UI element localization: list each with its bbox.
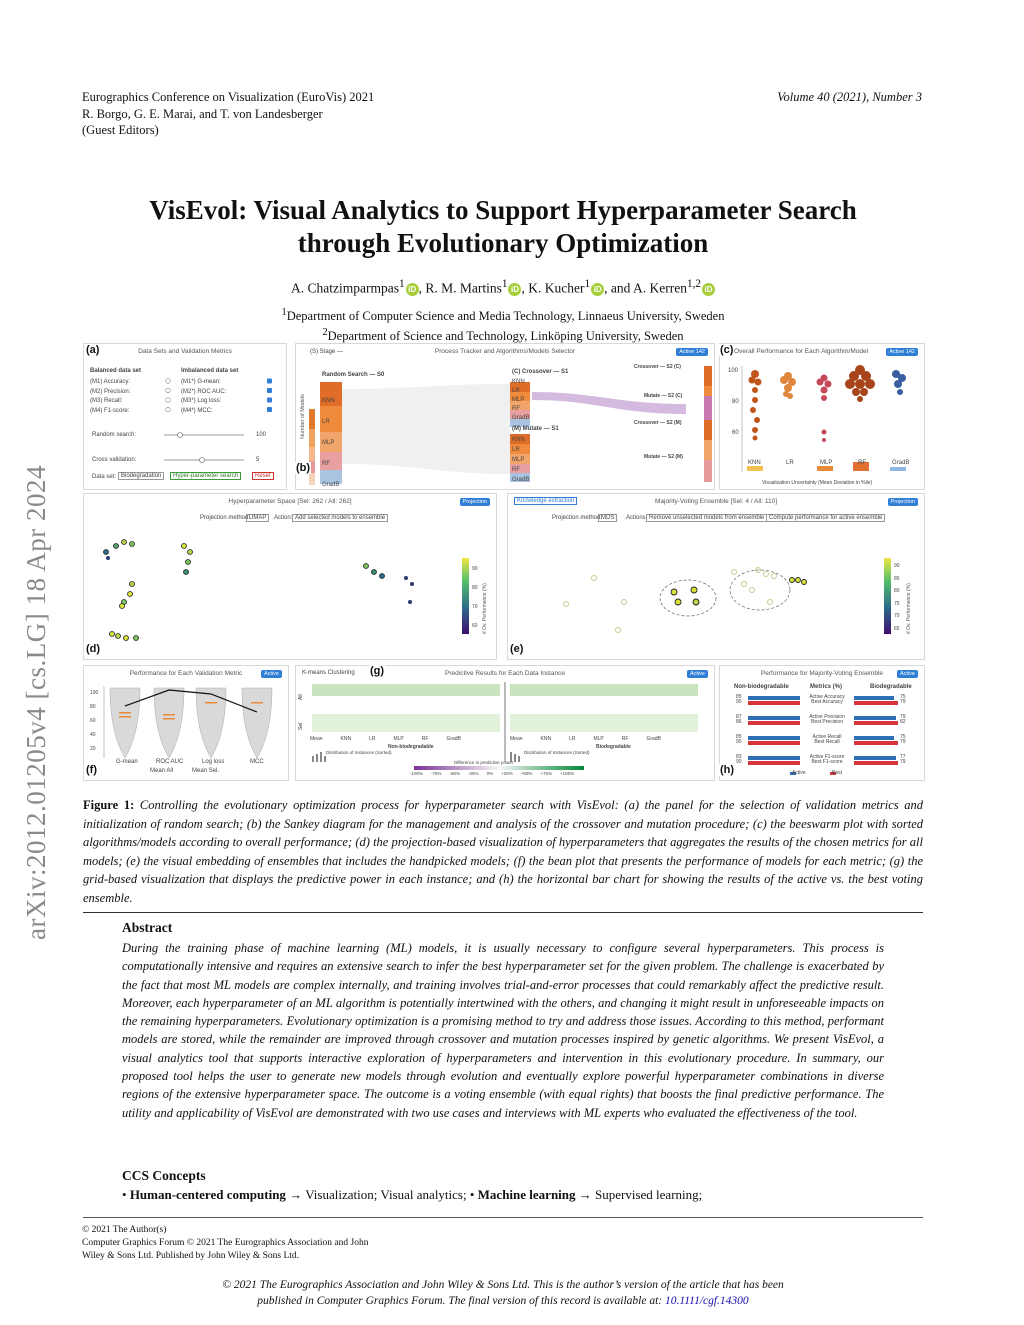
x-tick: MCC	[250, 759, 264, 765]
ccs-concept-1: Human-centered computing	[129, 1187, 286, 1202]
panel-c-title: Overall Performance for Each Algorithm/Model	[734, 348, 869, 355]
col-label: LR	[569, 736, 576, 742]
author-name: K. Kucher	[528, 280, 585, 296]
row1-left-values	[736, 695, 742, 705]
algo-lr: LR	[322, 419, 330, 425]
beeswarm-gradb	[892, 370, 906, 395]
panel-d-title: Hyperparameter Space [Sel: 262 / All: 262]	[228, 498, 352, 505]
active-badge[interactable]: Active	[687, 670, 708, 678]
panel-e-title: Majority-Voting Ensemble [Sel: 4 / All: 110]	[655, 498, 777, 505]
abstract-text: During the training phase of machine learning (ML) models, it is usually necessary to configure several hyperparameters. This process is computationally intensive and requires an extensive search to infer the best hyperparameter set for the given problem. The challenge is exacerbated by the fact that most ML models are complex internally, and training involves trial-and-error processes that could remarkably affect the predictive result. Moreover, each hyperparameter of an ML algorithm is potentially intertwined with the others, and changing it might result in unforeseeable impacts on the remaining hyperparameters. Evolutionary optimization is a promising method to try and address those issues. According to this method, performant models are stored, while the remainder are improved through crossover and mutation processes inspired by genetic algorithms. We present VisEvol, a visual analytics tool that supports interactive exploration of hyperparameters and intervention in this evolutionary procedure. In summary, our proposed tool helps the user to generate new models through evolution and eventually explore powerful hyperparameter combinations in diverse regions of the extensive hyperparameter space. The outcome is a voting ensemble (with equal rights) that boosts the final predictive performance. The utility and applicability of VisEvol are demonstrated with two use cases and interviews with ML experts who evaluated the effectiveness of the tool.	[122, 941, 884, 1120]
beeswarm-lr	[780, 372, 796, 399]
diff-tick: 0%	[486, 771, 494, 776]
action-label: Actions:	[626, 515, 648, 521]
metric-m2s: (M2*) ROC AUC:	[181, 388, 227, 395]
beeswarm-plot[interactable]	[720, 344, 924, 489]
active-badge[interactable]: Active 142	[676, 348, 708, 356]
beeswarm-rf	[845, 365, 875, 402]
panel-e	[507, 493, 925, 660]
metric-m4s: (M4*) MCC:	[181, 407, 213, 414]
bar-value: 85	[736, 694, 742, 700]
x-tick: GradB	[892, 460, 910, 466]
difference-ticks	[410, 771, 574, 776]
bar-value: 83	[736, 754, 742, 760]
cross-validation-label: Cross validation:	[92, 457, 137, 463]
row4-right-values	[900, 755, 906, 765]
bar-value: 79	[900, 739, 906, 745]
algo-gradb: GradB	[322, 482, 340, 488]
projection-method-select[interactable]: UMAP	[246, 514, 269, 522]
y-tick: 60	[732, 430, 739, 436]
colorbar-label: # Ov. Performance (%)	[482, 583, 488, 634]
bar-value: 90	[736, 699, 742, 705]
col-label: LR	[369, 736, 376, 742]
title-line-2: through Evolutionary Optimization	[297, 228, 709, 258]
author-affil-sup: 1	[398, 278, 405, 290]
author-list	[83, 278, 923, 297]
metric-m3: (M3) Recall:	[90, 398, 123, 404]
journal-header	[82, 89, 374, 139]
f-y-ticks	[90, 686, 98, 756]
copyright-footer	[82, 1224, 368, 1263]
col-label: GradB	[646, 736, 661, 742]
ccs-heading: CCS Concepts	[122, 1168, 206, 1183]
affiliation-text: Department of Science and Technology, Linköping University, Sweden	[327, 328, 684, 343]
grid-right	[510, 684, 698, 732]
bar-value: 86	[736, 719, 742, 725]
projection-method-label: Projection method:	[200, 515, 251, 521]
panel-a-title: Data Sets and Validation Metrics	[138, 348, 232, 355]
sankey-right-nodes	[704, 366, 712, 482]
crossover-s2-label: Crossover — S2 (C)	[634, 364, 681, 370]
orcid-icon[interactable]: iD	[591, 283, 604, 296]
metric-label: Active Precision	[809, 714, 845, 720]
footer-line: Wiley & Sons Ltd. Published by John Wiley & Sons Ltd.	[82, 1251, 300, 1261]
ccs-concept-2-detail: → Supervised learning;	[578, 1187, 703, 1202]
nonbio-label: Non-biodegradable	[388, 744, 434, 750]
source-algorithms	[322, 391, 339, 490]
distribution-label: Distribution of Instances (Sorted)	[524, 750, 590, 755]
balanced-label: Balanced data set	[90, 368, 142, 374]
affiliation-text: Department of Computer Science and Media Technology, Linnaeus University, Sweden	[286, 309, 725, 324]
author-version-note	[83, 1277, 923, 1309]
panel-f	[83, 665, 289, 781]
colorbar-tick: 90	[894, 563, 900, 569]
row1-right-values	[900, 695, 906, 705]
active-badge[interactable]: Active	[261, 670, 282, 678]
metric-label: Active Recall	[812, 734, 842, 740]
caption-text: Controlling the evolutionary optimization process for hyperparameter search with VisEvol: (a) the panel for the selection of validation metrics and initialization of random search; (b) the Sankey diagram for the management and analysis of the crossover and mutation procedure; (c) the beeswarm plot with sorted algorithms/models according to overall performance; (d) the projection-based visualization of hyperparameters that aggregates the results of the chosen metrics for all models; (e) the visual embedding of ensembles that includes the handpicked models; (f) the bean plot that presents the performance of models for each metric; (g) the grid-based visualization that displays the predictive power in each instance; and (h) the horizontal bar chart for showing the results of the active vs. the best voting ensemble.	[83, 798, 924, 905]
author-separator: ,	[521, 280, 529, 296]
left-columns	[310, 736, 461, 742]
algo-rf: RF	[512, 467, 520, 473]
note-line-1: © 2021 The Eurographics Association and John Wiley & Sons Ltd. This is the author’s version of the article that has been	[222, 1279, 784, 1291]
active-badge[interactable]: Active	[897, 670, 918, 678]
algo-mlp: MLP	[512, 397, 525, 403]
legend-mean-all: Mean All	[150, 768, 174, 774]
x-tick: KNN	[748, 460, 761, 466]
ccs-concept-1-detail: → Visualization; Visual analytics;	[289, 1187, 467, 1202]
col-label: Mean	[310, 736, 323, 742]
metric-label: Active Accuracy	[809, 694, 845, 700]
row3-left-values	[736, 735, 742, 745]
selection-lasso	[730, 570, 790, 610]
crossover-algorithms	[512, 378, 529, 423]
panel-b-title: Process Tracker and Algorithms/Models Selector	[434, 348, 576, 355]
author-name: R. M. Martins	[425, 280, 502, 296]
random-search-value: 100	[256, 432, 267, 438]
colorbar-tick: 75	[894, 600, 900, 607]
beeswarm-knn	[749, 370, 762, 441]
panel-c	[719, 343, 925, 490]
panel-label-f: (f)	[86, 764, 97, 776]
colorbar-tick: 70	[894, 613, 900, 619]
bar-value: 90	[736, 759, 742, 765]
metric-m2: (M2) Precision:	[90, 388, 131, 395]
affiliation-sup: 1	[281, 307, 287, 318]
affiliation-2	[83, 325, 923, 345]
teaser-figure	[83, 343, 923, 783]
algo-lr: LR	[512, 388, 520, 394]
abstract-heading: Abstract	[122, 920, 173, 935]
bullet: •	[469, 1187, 475, 1202]
legend-active: Active	[792, 770, 806, 776]
panel-g	[295, 665, 715, 781]
row3-right-values	[900, 735, 906, 745]
bar-value: 85	[736, 734, 742, 740]
algo-mlp: MLP	[322, 440, 335, 446]
data-set-select[interactable]: Biodegradation	[118, 472, 164, 480]
panel-a-controls[interactable]	[84, 344, 286, 489]
guest-editors-line: (Guest Editors)	[82, 123, 159, 137]
panel-label-a: (a)	[86, 344, 100, 356]
projection-method-label: Projection method:	[552, 515, 603, 521]
affiliation-sup: 2	[322, 326, 328, 338]
row2-metric	[804, 715, 850, 725]
bar-value: 75	[900, 734, 906, 740]
bullet: •	[122, 1187, 127, 1202]
viridis-colorbar	[462, 558, 469, 634]
mean-line	[125, 690, 257, 712]
footer-line: © 2021 The Author(s)	[82, 1225, 167, 1235]
metric-label: Best Recall	[814, 739, 840, 745]
algo-gradb: GradB	[512, 477, 530, 483]
panel-a	[83, 343, 287, 490]
remove-unselected-button[interactable]: Remove unselected models from ensemble	[646, 514, 767, 522]
bean-shapes	[110, 688, 272, 758]
algo-gradb: GradB	[512, 415, 530, 421]
x-tick: G-mean	[116, 759, 138, 765]
volume-label: Volume 40 (2021), Number 3	[777, 90, 922, 104]
x-tick: RF	[858, 460, 866, 466]
grid-left	[312, 684, 500, 732]
viridis-colorbar	[884, 558, 891, 634]
diff-tick: -25%	[468, 771, 479, 776]
x-axis-label: Visualization Uncertainty (Mean Deviation in %ile)	[762, 480, 873, 486]
difference-colorbar	[414, 766, 584, 770]
colorbar-tick: 90	[472, 566, 478, 572]
legend-mean-sel: Mean Sel.	[192, 768, 220, 774]
note-line-2	[83, 1293, 923, 1309]
col-label: RF	[421, 736, 429, 742]
author-affil-sup: 1	[501, 278, 508, 290]
row4-metric	[804, 755, 850, 765]
metric-m1: (M1) Accuracy:	[90, 379, 131, 385]
add-to-ensemble-button[interactable]: Add selected models to ensemble	[292, 514, 388, 522]
y-tick: 100	[90, 690, 99, 696]
col-label: RF	[621, 736, 629, 742]
y-tick: 20	[90, 746, 96, 752]
metric-label: Best F1-score	[811, 759, 843, 765]
col-metrics: Metrics (%)	[810, 684, 843, 690]
panel-g-title: Predictive Results for Each Data Instance	[445, 670, 565, 677]
orcid-icon[interactable]: iD	[406, 283, 419, 296]
title-line-1: VisEvol: Visual Analytics to Support Hyperparameter Search	[149, 195, 857, 225]
note-text: published in Computer Graphics Forum. The final version of this record is available at:	[257, 1295, 663, 1307]
panel-h-title: Performance for Majority-Voting Ensemble	[760, 670, 884, 677]
figure-caption	[83, 796, 923, 907]
panel-d	[83, 493, 497, 660]
bio-label: Biodegradable	[596, 744, 631, 750]
kmeans-toggle[interactable]: K-means Clustering	[302, 670, 355, 676]
metric-m1s: (M1*) G-mean:	[181, 379, 221, 385]
stage-label: (S) Stage —	[310, 349, 344, 355]
orcid-icon[interactable]: iD	[702, 283, 715, 296]
ccs-concepts	[122, 1187, 702, 1203]
metric-m4: (M4) F1-score:	[90, 407, 130, 414]
panel-label-d: (d)	[86, 643, 101, 655]
row3-metric	[804, 735, 850, 745]
bar-value: 82	[900, 719, 906, 725]
legend-best: Best	[832, 770, 843, 776]
diff-tick: -50%	[449, 771, 461, 776]
col-label: KNN	[340, 736, 352, 742]
x-tick: LR	[786, 460, 794, 466]
colorbar-tick: 80	[894, 588, 900, 594]
colorbar-ticks	[894, 560, 900, 635]
sel-row-label: Sel.	[298, 721, 304, 730]
projection-method-select[interactable]: MDS	[598, 514, 617, 522]
algo-knn: KNN	[322, 398, 335, 404]
algo-lr: LR	[512, 447, 520, 453]
colorbar-label: # Ov. Performance (%)	[906, 583, 912, 634]
divider	[83, 912, 923, 913]
caption-label: Figure 1:	[83, 798, 135, 812]
author-name: A. Kerren	[632, 280, 687, 296]
divider	[83, 1217, 923, 1218]
author-name: A. Chatzimparmpas	[290, 280, 399, 296]
imbalanced-label: Imbalanced data set	[181, 368, 239, 374]
mean-markers	[119, 702, 263, 720]
y-tick: 100	[728, 368, 739, 374]
colorbar-tick: 70	[472, 604, 478, 610]
mutate-s2m-label: Mutate — S2 (M)	[644, 454, 683, 460]
projection-badge[interactable]: Projection	[460, 498, 490, 506]
colorbar-tick: 85	[894, 575, 900, 582]
doi-link[interactable]: 10.1111/cgf.14300	[665, 1295, 749, 1307]
sankey-y-axis-label: Number of Models	[300, 394, 306, 439]
panel-label-h: (h)	[720, 764, 735, 776]
author-separator: ,	[418, 280, 426, 296]
panel-label-c: (c)	[720, 344, 734, 356]
reset-button[interactable]: Reset	[252, 472, 274, 480]
compute-performance-button[interactable]: Compute performance for active ensemble	[766, 514, 885, 522]
col-label: GradB	[446, 736, 461, 742]
y-tick: 80	[90, 704, 96, 710]
bar-value: 90	[736, 739, 742, 745]
crossover-s2m-label: Crossover — S2 (M)	[634, 420, 682, 426]
author-affil-sup: 1	[584, 278, 591, 290]
difference-label: Difference in predictive power	[454, 760, 514, 765]
row2-right-values	[900, 715, 906, 725]
diff-tick: +100%	[560, 771, 575, 776]
bar-value: 87	[736, 714, 742, 720]
knowledge-extraction-button[interactable]: Knowledge extraction	[514, 497, 577, 505]
metric-label: Best Precision	[811, 719, 843, 725]
diff-tick: -75%	[431, 771, 442, 776]
hyperparameter-search-button[interactable]: Hyper-parameter search	[170, 472, 241, 480]
bar-value: 79	[900, 714, 906, 720]
editors-line: R. Borgo, G. E. Marai, and T. von Landesberger	[82, 106, 323, 121]
panel-h	[719, 665, 925, 781]
data-set-label: Data set:	[92, 474, 117, 480]
col-bio: Biodegradable	[870, 684, 912, 690]
panel-label-g: (g)	[370, 665, 385, 677]
row2-left-values	[736, 715, 742, 725]
right-columns	[510, 736, 661, 742]
colorbar-ticks	[472, 560, 478, 636]
affiliations	[83, 305, 923, 344]
panel-label-b: (b)	[296, 462, 311, 474]
panel-f-title: Performance for Each Validation Metric	[129, 670, 243, 677]
action-label: Action:	[274, 515, 293, 521]
affiliation-1	[83, 305, 923, 325]
paper-title	[83, 194, 923, 260]
diff-tick: +25%	[501, 771, 513, 776]
author-affil-sup: 1,2	[686, 278, 702, 290]
algo-mlp: MLP	[512, 457, 525, 463]
panel-label-e: (e)	[510, 643, 524, 655]
diff-tick: -100%	[410, 771, 424, 776]
col-label: KNN	[540, 736, 552, 742]
bar-value: 79	[900, 759, 906, 765]
diff-tick: +75%	[540, 771, 552, 776]
row1-metric	[804, 695, 850, 705]
ccs-concept-2: Machine learning	[477, 1187, 576, 1202]
x-tick: Log loss	[202, 759, 225, 765]
bar-value: 77	[900, 754, 906, 760]
selection-lasso	[660, 580, 716, 616]
active-badge[interactable]: Active 142	[886, 348, 918, 356]
all-row-label: All	[298, 694, 304, 700]
ensemble-projection[interactable]	[508, 494, 924, 659]
random-search-label: Random search:	[92, 432, 137, 438]
diff-tick: +50%	[520, 771, 533, 776]
col-label: MLP	[393, 736, 404, 742]
arxiv-stamp: arXiv:2012.01205v4 [cs.LG] 18 Apr 2024	[21, 465, 51, 940]
y-tick: 60	[90, 718, 96, 724]
col-nonbio: Non-biodegradable	[734, 684, 789, 690]
footer-line: Computer Graphics Forum © 2021 The Eurographics Association and John	[82, 1238, 369, 1248]
col-label: Mean	[510, 736, 523, 742]
colorbar-tick: 80	[472, 585, 478, 591]
metric-label: Active F1-score	[809, 754, 845, 760]
x-tick: MLP	[820, 460, 833, 466]
mutate-s2-label: Mutate — S2 (C)	[644, 393, 683, 399]
y-tick: 40	[90, 732, 96, 738]
random-search-stage: Random Search — S0	[322, 372, 385, 378]
row4-left-values	[736, 755, 742, 765]
algo-rf: RF	[322, 461, 330, 467]
metric-m3s: (M3*) Log loss:	[181, 398, 222, 404]
projection-badge[interactable]: Projection	[888, 498, 918, 506]
hyperparameter-projection[interactable]	[84, 494, 496, 659]
bar-value: 75	[900, 694, 906, 700]
algo-rf: RF	[512, 406, 520, 412]
orcid-icon[interactable]: iD	[508, 283, 521, 296]
conference-line: Eurographics Conference on Visualization (EuroVis) 2021	[82, 90, 375, 104]
crossover-stage: (C) Crossover — S1	[512, 369, 569, 375]
distribution-label: Distribution of Instances (Sorted)	[326, 750, 392, 755]
metric-label: Best Accuracy	[811, 699, 843, 705]
colorbar-tick: 65	[894, 625, 900, 632]
bar-value: 79	[900, 699, 906, 705]
sankey-flow-main	[342, 384, 510, 474]
x-tick: ROC AUC	[156, 759, 184, 765]
author-separator: , and	[604, 280, 633, 296]
mutate-stage: (M) Mutate — S1	[512, 426, 559, 432]
algo-knn: KNN	[512, 379, 525, 385]
col-label: MLP	[593, 736, 604, 742]
panel-b	[295, 343, 715, 490]
mutate-algorithms	[512, 435, 529, 485]
beeswarm-mlp	[817, 375, 832, 443]
algo-knn: KNN	[512, 437, 525, 443]
colorbar-tick: 60	[472, 623, 478, 629]
y-tick: 80	[732, 399, 739, 405]
cv-value: 5	[256, 457, 260, 463]
